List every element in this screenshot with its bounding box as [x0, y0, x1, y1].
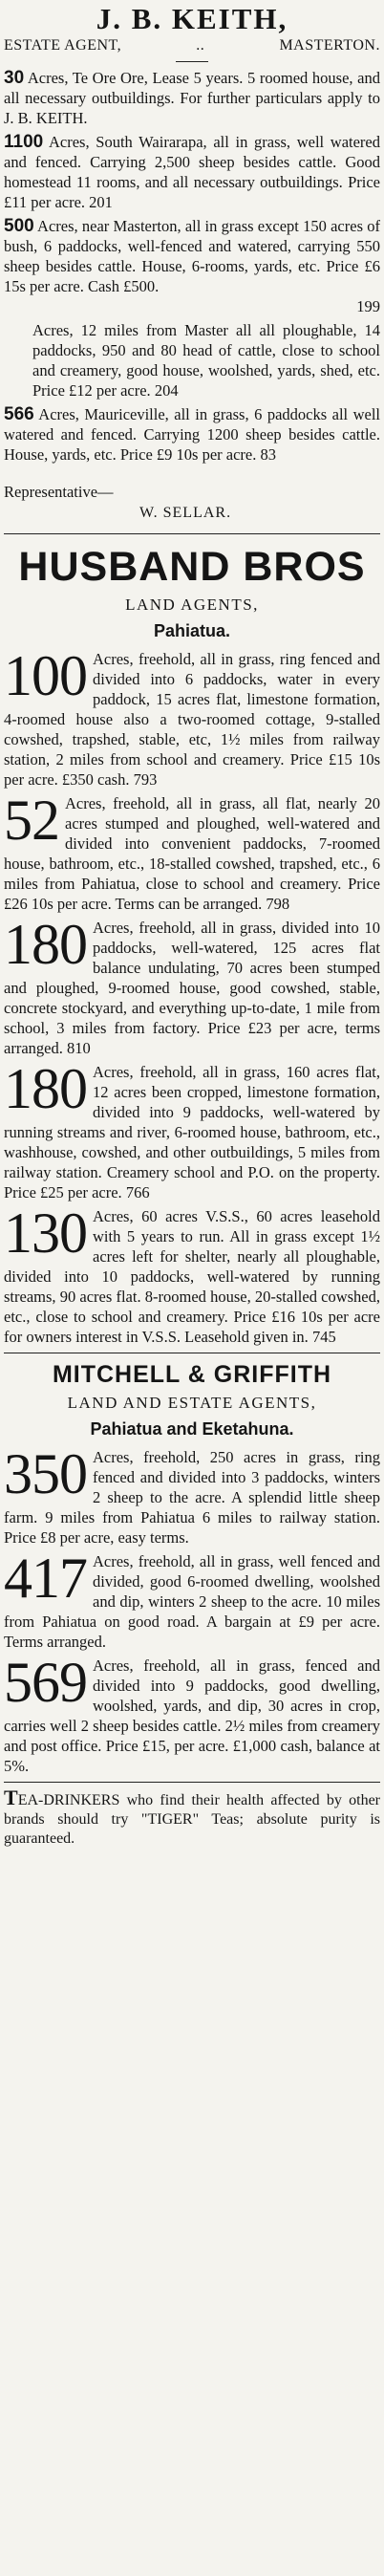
mitchell-place: Pahiatua and Eketahuna.	[90, 1419, 294, 1439]
mitchell-subtitle: LAND AND ESTATE AGENTS,	[67, 1394, 317, 1412]
keith-sep: ..	[196, 37, 205, 54]
entry-text: Acres, freehold, all in grass, 160 acres flat, 12 acres been cropped, limestone formation, divided into 9 paddocks, well-watered by running streams and river, 6-roomed house, bathroom, etc., washhouse, cowshed, and other outbuildings, 5 miles from railway station. Creamery school and P.O. on the property. Price £25 per acre.	[4, 1063, 380, 1201]
entry-lead: 52	[4, 789, 59, 852]
tea-text: EA-DRINKERS who find their health affected by other brands should try "TIGER" Teas; absolute purity is guaranteed.	[4, 1792, 380, 1847]
entry-text: Acres, near Masterton, all in grass except 150 acres of bush, 6 paddocks, well-fenced and watered, carrying 550 sheep besides cattle. House, 6-rooms, yards, etc. Price £6 15s per acre. Cash £500.	[4, 217, 380, 295]
entry-text: Acres, Mauriceville, all in grass, 6 paddocks all well watered and fenced. Carrying 1200 sheep besides cattle. House, yards, etc. Price £9 10s per acre.	[4, 405, 380, 464]
husband-entry-2	[4, 789, 380, 914]
keith-entry-3	[4, 216, 380, 316]
entry-lead: 130	[4, 1201, 87, 1265]
entry-ref: 793	[133, 770, 158, 789]
husband-entry-3	[4, 913, 380, 1058]
entry-ref: 745	[311, 1328, 336, 1346]
husband-subtitle: LAND AGENTS,	[125, 595, 259, 614]
tea-notice	[4, 1788, 380, 1849]
keith-role: ESTATE AGENT,	[4, 37, 122, 54]
keith-title: J. B. KEITH,	[96, 2, 288, 35]
entry-lead: 100	[4, 644, 87, 707]
representative-name: W. SELLAR.	[139, 505, 232, 521]
entry-lead: 417	[4, 1547, 87, 1610]
entry-ref: 810	[66, 1039, 91, 1057]
entry-text: Acres, 12 miles from Master all all ploughable, 14 paddocks, 950 and 80 head of cattle, close to school and creamery, good house, woolshed, yards, shed, etc. Price £12 per acre.	[32, 321, 380, 400]
mitchell-title: MITCHELL & GRIFFITH	[52, 1361, 332, 1388]
keith-entry-5	[4, 404, 380, 465]
entry-text: Acres, freehold, all in grass, divided into 10 paddocks, well-watered, 125 acres flat balance undulating, 70 acres been stumped and ploughed, 9-roomed house, good cowshed, stable, concrete stockyard, and everything up-to-date, 1 mile from school, 3 miles from factory. Price £23 per acre, terms arranged.	[4, 919, 380, 1057]
entry-text: Acres, freehold, all in grass, fenced and divided into 9 paddocks, good dwelling, woolshed, yards, and dip, 30 acres in crop, carries well 2 sheep besides cattle. 2½ miles from creamery and post office. Price £15, per acre. £1,000 cash, balance at 5%.	[4, 1656, 380, 1775]
mitchell-griffith-advert	[4, 1359, 380, 1776]
entry-lead: 566	[4, 404, 34, 424]
entry-lead: 569	[4, 1651, 87, 1714]
entry-text: Acres, freehold, all in grass, all flat, nearly 20 acres stumped and ploughed, well-watered and divided into convenient paddocks, 7-roomed house, bathroom, etc., 18-stalled cowshed, trapshed, etc., 6 miles from Pahiatua, close to school and creamery. Price £26 10s per acre. Terms can be arranged.	[4, 794, 380, 913]
entry-text: Acres, freehold, all in grass, ring fenced and divided into 6 paddocks, water in every paddock, 15 acres flat, limestone formation, 4-roomed house also a two-roomed cottage, 9-stalled cowshed, trapshed, stable, etc, 1½ miles from railway station, 2 miles from school and creamery. Price £15 10s per acre. £350 cash.	[4, 650, 380, 789]
husband-entry-4	[4, 1057, 380, 1202]
keith-entry-2	[4, 132, 380, 212]
mitchell-entry-1	[4, 1442, 380, 1548]
keith-advert	[4, 2, 380, 524]
entry-ref: 83	[260, 445, 276, 464]
husband-place: Pahiatua.	[153, 621, 231, 640]
entry-ref: 201	[89, 193, 113, 211]
entry-ref: 766	[125, 1183, 150, 1201]
entry-ref: 204	[154, 381, 179, 400]
entry-text: Acres, Te Ore Ore, Lease 5 years. 5 roomed house, and all necessary outbuildings. For further particulars apply to J. B. KEITH.	[4, 69, 380, 127]
keith-entry-1	[4, 68, 380, 128]
entry-ref: 199	[356, 297, 380, 315]
entry-text: Acres, South Wairarapa, all in grass, well watered and fenced. Carrying 2,500 sheep besides cattle. Good homestead 11 rooms, and all necessary outbuildings. Price £11 per acre.	[4, 133, 380, 211]
entry-lead: 1100	[4, 132, 44, 152]
divider	[176, 61, 208, 62]
husband-bros-advert	[4, 542, 380, 1347]
entry-lead: 180	[4, 913, 87, 976]
section-divider	[4, 1782, 380, 1783]
entry-lead: 180	[4, 1057, 87, 1120]
keith-entry-4	[4, 320, 380, 400]
husband-entry-5	[4, 1201, 380, 1347]
entry-text: Acres, freehold, all in grass, well fenced and divided, good 6-roomed dwelling, woolshed and dip, winters 2 sheep to the acre. 10 miles from Pahiatua on good road. A bargain at £9 per acre. Terms arranged.	[4, 1552, 380, 1651]
husband-entry-1	[4, 644, 380, 790]
entry-lead: 350	[4, 1442, 87, 1505]
mitchell-entry-3	[4, 1651, 380, 1776]
husband-title: HUSBAND BROS	[18, 544, 366, 590]
entry-lead: 30	[4, 68, 25, 88]
entry-text: Acres, freehold, 250 acres in grass, ring fenced and divided into 3 paddocks, winters 2 sheep to the acre. A splendid little sheep farm. 9 miles from Pahiatua 6 miles to railway station. Price £8 per acre, easy terms.	[4, 1448, 380, 1547]
representative-label: Representative—	[4, 483, 114, 501]
entry-ref: 798	[266, 895, 290, 913]
newspaper-column	[4, 0, 380, 1849]
mitchell-entry-2	[4, 1547, 380, 1652]
tea-initial: T	[4, 1786, 18, 1809]
keith-town: MASTERTON.	[279, 37, 380, 54]
entry-lead: 500	[4, 216, 34, 236]
keith-subline	[4, 36, 380, 55]
section-divider	[4, 533, 380, 534]
entry-text: Acres, 60 acres V.S.S., 60 acres leasehold with 5 years to run. All in grass except 1½ acres left for shelter, nearly all ploughable, divided into 10 paddocks, well-watered by running streams, 90 acres flat. 8-roomed house, 20-stalled cowshed, etc., close to school and creamery. Price £16 10s per acre for owners interest in V.S.S. Leasehold given in.	[4, 1207, 380, 1346]
